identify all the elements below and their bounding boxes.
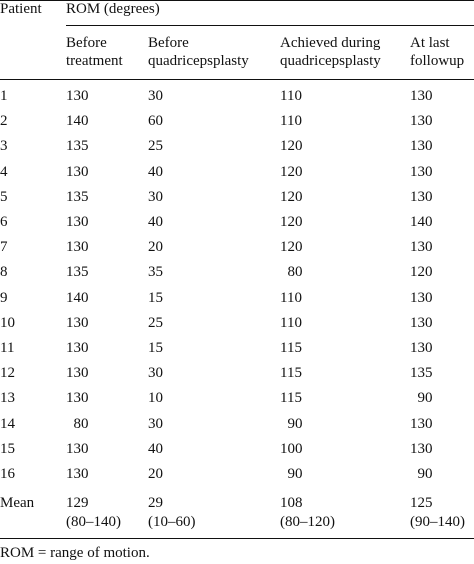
table-cell: 35 [148,264,163,280]
table-cell: 130 [410,164,433,180]
row-patient-id: 1 [0,88,8,104]
table-cell: 110 [280,315,302,331]
table-cell: 130 [66,239,89,255]
table-cell: 15 [148,340,163,356]
table-cell: 40 [148,164,163,180]
table-cell: 40 [148,441,163,457]
table-cell: 120 [280,164,303,180]
header-col1-line2: treatment [66,53,123,69]
table-cell: 90 [410,390,433,406]
table-cell: 120 [280,214,303,230]
group-rule [66,25,474,26]
table-cell: 30 [148,416,163,432]
table-cell: 140 [410,214,433,230]
row-patient-id: 16 [0,466,15,482]
table-cell: 110 [280,113,302,129]
row-patient-id: 3 [0,138,8,154]
mean-col2-range: (10–60) [148,514,196,530]
header-col1-line1: Before [66,35,107,51]
table-cell: 90 [280,466,303,482]
table-cell: 10 [148,390,163,406]
table-cell: 130 [410,138,433,154]
table-cell: 30 [148,189,163,205]
table-cell: 80 [66,416,89,432]
table-cell: 25 [148,138,163,154]
table-cell: 130 [66,340,89,356]
table-cell: 130 [66,390,89,406]
mean-col1-value: 129 [66,495,89,511]
row-patient-id: 7 [0,239,8,255]
header-patient: Patient [0,1,42,17]
table-cell: 130 [410,239,433,255]
mean-col3-value: 108 [280,495,303,511]
table-cell: 130 [410,416,433,432]
table-cell: 110 [280,290,302,306]
row-patient-id: 11 [0,340,15,356]
header-col4-line2: followup [410,53,465,69]
mean-col4-value: 125 [410,495,433,511]
mean-col3-range: (80–120) [280,514,335,530]
table-cell: 100 [280,441,303,457]
table-cell: 20 [148,466,163,482]
row-patient-id: 10 [0,315,15,331]
table-cell: 135 [410,365,433,381]
row-patient-id: 5 [0,189,8,205]
table-cell: 90 [280,416,303,432]
table-cell: 80 [280,264,303,280]
table-cell: 30 [148,88,163,104]
table-cell: 130 [66,214,89,230]
table-cell: 130 [410,113,433,129]
footnote: ROM = range of motion. [0,545,150,561]
row-patient-id: 8 [0,264,8,280]
header-col3-line2: quadricepsplasty [280,53,381,69]
mean-col4-range: (90–140) [410,514,465,530]
table-cell: 120 [280,138,303,154]
table-cell: 130 [66,88,89,104]
table-cell: 130 [410,189,433,205]
table-cell: 115 [280,390,302,406]
header-col2-line1: Before [148,35,189,51]
table-cell: 130 [410,340,433,356]
table-cell: 20 [148,239,163,255]
row-patient-id: 13 [0,390,15,406]
header-rule [0,79,474,80]
table-cell: 140 [66,113,89,129]
table-cell: 140 [66,290,89,306]
table-cell: 130 [410,88,433,104]
table-cell: 135 [66,189,89,205]
header-col2-line2: quadricepsplasty [148,53,249,69]
table-cell: 110 [280,88,302,104]
mean-col2-value: 29 [148,495,163,511]
header-col4-line1: At last [410,35,450,51]
table-cell: 135 [66,138,89,154]
row-patient-id: 2 [0,113,8,129]
table-cell: 120 [280,239,303,255]
table-cell: 60 [148,113,163,129]
table-cell: 130 [66,164,89,180]
mean-col1-range: (80–140) [66,514,121,530]
row-patient-id: 12 [0,365,15,381]
table-cell: 15 [148,290,163,306]
row-patient-id: 15 [0,441,15,457]
bottom-rule [0,538,474,539]
table-cell: 25 [148,315,163,331]
table-cell: 130 [66,315,89,331]
header-col3-line1: Achieved during [280,35,381,51]
table-cell: 115 [280,365,302,381]
table-cell: 130 [66,466,89,482]
row-patient-id: 14 [0,416,15,432]
table-cell: 90 [410,466,433,482]
table-cell: 40 [148,214,163,230]
mean-label: Mean [0,495,35,511]
table-cell: 115 [280,340,302,356]
row-patient-id: 4 [0,164,8,180]
table-cell: 130 [410,441,433,457]
table-cell: 130 [66,441,89,457]
row-patient-id: 9 [0,290,8,306]
table-cell: 120 [410,264,433,280]
table-cell: 120 [280,189,303,205]
table-cell: 135 [66,264,89,280]
header-rom-group: ROM (degrees) [66,1,160,17]
table-cell: 130 [410,290,433,306]
row-patient-id: 6 [0,214,8,230]
table-cell: 130 [410,315,433,331]
table-cell: 30 [148,365,163,381]
table-cell: 130 [66,365,89,381]
